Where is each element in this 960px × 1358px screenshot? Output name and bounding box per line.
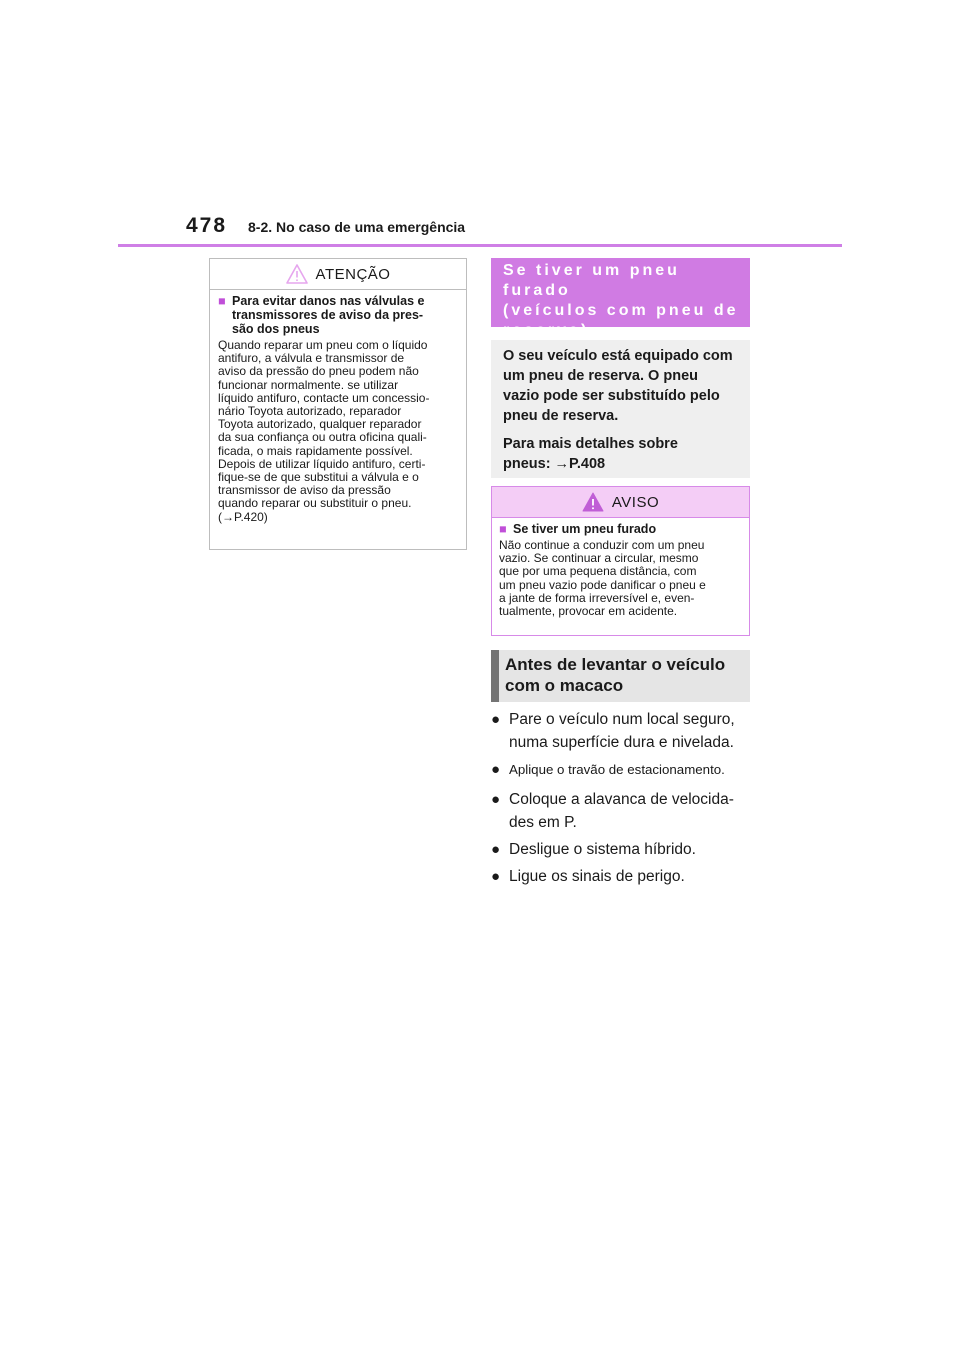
caution-body-line: líquido antifuro, contacte um concessio- bbox=[218, 390, 430, 405]
caution-body-line: Toyota autorizado, qualquer reparador bbox=[218, 417, 422, 432]
jack-heading-line: com o macaco bbox=[505, 676, 624, 695]
aviso-body-line: que por uma pequena distância, com bbox=[499, 564, 697, 579]
list-item bbox=[491, 865, 753, 888]
caution-body-line: Depois de utilizar líquido antifuro, certi- bbox=[218, 456, 426, 471]
jack-heading bbox=[491, 650, 750, 702]
flat-tire-heading bbox=[491, 258, 750, 339]
list-item bbox=[491, 758, 753, 781]
caution-heading: ATENÇÃO bbox=[315, 265, 391, 283]
caution-body-line: antifuro, a válvula e transmissor de bbox=[218, 351, 405, 366]
aviso-body-line: tualmente, provocar em acidente. bbox=[499, 604, 678, 619]
aviso-title-text: Se tiver um pneu furado bbox=[513, 522, 657, 536]
caution-body-line: fique-se de que substitui a válvula e o bbox=[218, 470, 419, 485]
flat-tire-heading-line: (veículos com pneu de bbox=[503, 302, 739, 319]
caution-body-line: aviso da pressão do pneu podem não bbox=[218, 364, 419, 379]
caution-body-line: Quando reparar um pneu com o líquido bbox=[218, 338, 428, 352]
caution-body-line: funcionar normalmente. se utilizar bbox=[218, 377, 399, 392]
round-bullet-icon: ● bbox=[491, 841, 501, 858]
intro-line: pneu de reserva. bbox=[503, 408, 619, 424]
flat-tire-heading-line: Se tiver um pneu furado bbox=[503, 262, 680, 299]
square-bullet-icon: ■ bbox=[218, 294, 226, 308]
step-line: Coloque a alavanca de velocida- bbox=[509, 791, 734, 808]
aviso-body-line: Não continue a conduzir com um pneu bbox=[499, 538, 705, 552]
section-title: 8-2. No caso de uma emergência bbox=[248, 219, 466, 235]
round-bullet-icon: ● bbox=[491, 791, 501, 808]
caution-body-line: da sua confiança ou outra oficina quali- bbox=[218, 430, 427, 445]
step-line: Desligue o sistema híbrido. bbox=[509, 841, 696, 858]
list-item bbox=[491, 838, 753, 861]
intro-line: O seu veículo está equipado com bbox=[503, 348, 733, 364]
page-number: 478 bbox=[186, 214, 228, 237]
aviso-body-line: um pneu vazio pode danificar o pneu e bbox=[499, 577, 706, 592]
round-bullet-icon: ● bbox=[491, 868, 501, 885]
page-reference-link[interactable]: pneus: →P.408 bbox=[503, 456, 606, 472]
round-bullet-icon: ● bbox=[491, 711, 501, 728]
warning-triangle-outline-icon bbox=[286, 264, 308, 284]
caution-body-line: quando reparar ou substituir o pneu. bbox=[218, 496, 412, 511]
caution-title-line: Para evitar danos nas válvulas e bbox=[232, 294, 425, 308]
step-line: numa superfície dura e nivelada. bbox=[509, 734, 734, 751]
warning-triangle-filled-icon bbox=[582, 492, 604, 512]
step-line: des em P. bbox=[509, 814, 577, 831]
intro-line: vazio pode ser substituído pelo bbox=[503, 388, 720, 404]
spare-tire-intro bbox=[503, 346, 740, 426]
intro-line: um pneu de reserva. O pneu bbox=[503, 368, 698, 384]
caution-body bbox=[218, 339, 458, 524]
aviso-body-line: vazio. Se continuar a circular, mesmo bbox=[499, 551, 699, 566]
caution-box bbox=[209, 258, 467, 550]
caution-title bbox=[218, 294, 458, 336]
page-reference-link[interactable]: (→P.420) bbox=[218, 509, 268, 524]
aviso-body-line: a jante de forma irreversível e, even- bbox=[499, 590, 695, 605]
spare-tire-info-box bbox=[491, 340, 750, 478]
caution-header bbox=[210, 259, 466, 290]
jack-steps-list bbox=[491, 708, 753, 892]
list-item bbox=[491, 788, 753, 834]
jack-heading-line: Antes de levantar o veículo bbox=[505, 655, 726, 674]
list-item bbox=[491, 708, 753, 754]
step-line: Ligue os sinais de perigo. bbox=[509, 868, 685, 885]
aviso-heading: AVISO bbox=[611, 493, 660, 511]
aviso-box bbox=[491, 486, 750, 636]
round-bullet-icon: ● bbox=[491, 761, 501, 778]
caution-title-line: transmissores de aviso da pres- bbox=[232, 308, 424, 322]
tire-details-reference bbox=[503, 434, 740, 474]
header-rule bbox=[118, 244, 842, 247]
aviso-header bbox=[492, 487, 749, 518]
aviso-title bbox=[499, 522, 742, 536]
step-line: Pare o veículo num local seguro, bbox=[509, 711, 735, 728]
caution-title-line: são dos pneus bbox=[232, 322, 320, 336]
flat-tire-heading-line: reserva) bbox=[503, 322, 590, 339]
caution-body-line: transmissor de aviso da pressão bbox=[218, 483, 391, 498]
aviso-body bbox=[499, 539, 742, 618]
caution-body-line: nário Toyota autorizado, reparador bbox=[218, 404, 402, 419]
square-bullet-icon: ■ bbox=[499, 522, 507, 536]
step-line: Aplique o travão de estacionamento. bbox=[509, 762, 725, 777]
caution-body-line: ficada, o mais rapidamente possível. bbox=[218, 443, 413, 458]
more-line: Para mais detalhes sobre bbox=[503, 436, 678, 452]
